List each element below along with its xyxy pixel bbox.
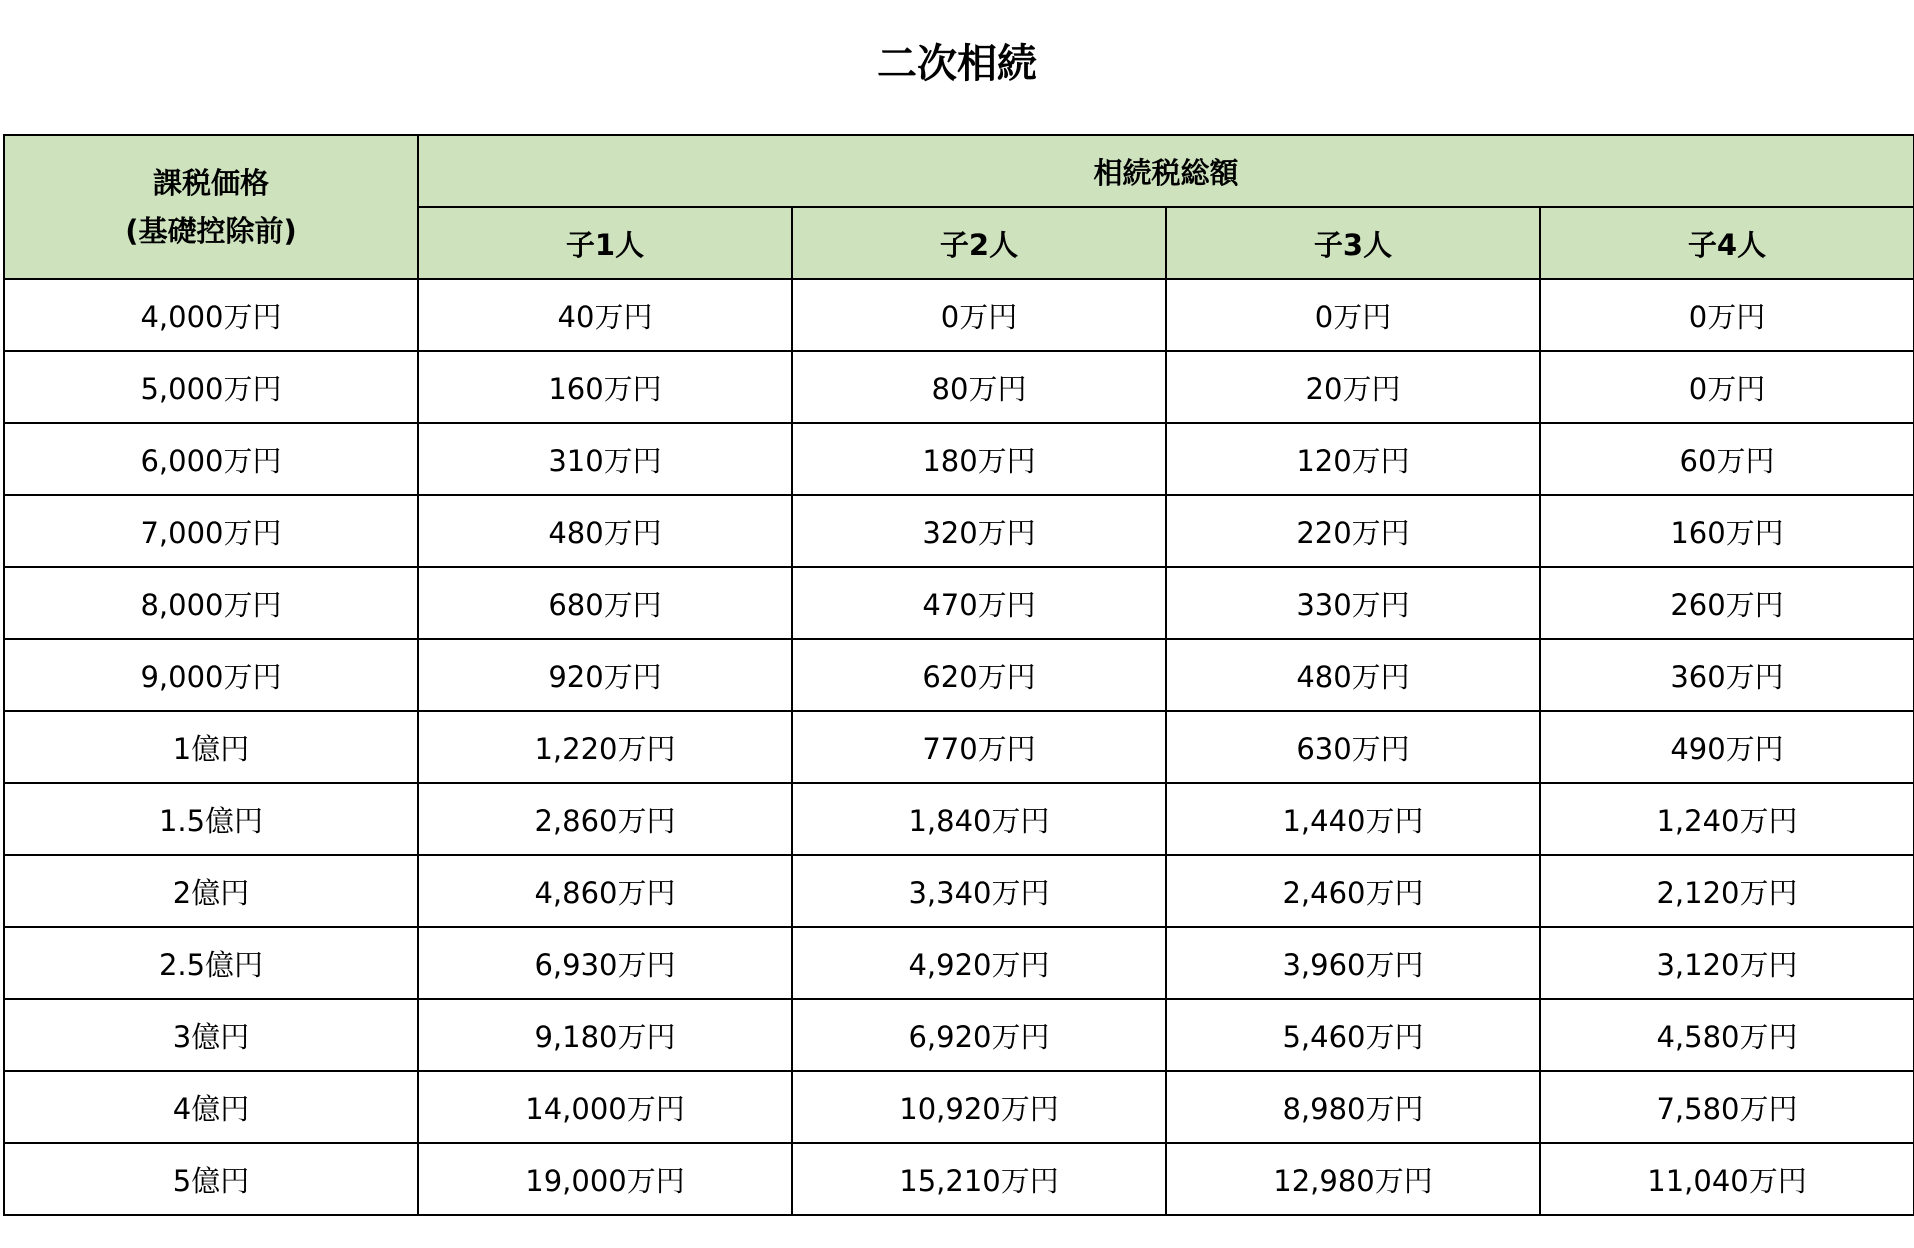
- tax-amount-cell: 1,220万円: [418, 711, 792, 783]
- header-taxable-price-line2: (基礎控除前): [125, 214, 297, 248]
- tax-amount-cell: 7,580万円: [1540, 1071, 1914, 1143]
- taxable-price-cell: 5,000万円: [4, 351, 418, 423]
- tax-amount-cell: 12,980万円: [1166, 1143, 1540, 1215]
- tax-amount-cell: 6,930万円: [418, 927, 792, 999]
- taxable-price-cell: 7,000万円: [4, 495, 418, 567]
- tax-amount-cell: 0万円: [792, 279, 1166, 351]
- tax-amount-cell: 80万円: [792, 351, 1166, 423]
- table-row: [4, 351, 1914, 423]
- tax-amount-cell: 2,120万円: [1540, 855, 1914, 927]
- tax-amount-cell: 160万円: [1540, 495, 1914, 567]
- tax-amount-cell: 2,460万円: [1166, 855, 1540, 927]
- tax-amount-cell: 19,000万円: [418, 1143, 792, 1215]
- tax-amount-cell: 0万円: [1166, 279, 1540, 351]
- taxable-price-cell: 5億円: [4, 1143, 418, 1215]
- tax-amount-cell: 630万円: [1166, 711, 1540, 783]
- tax-amount-cell: 490万円: [1540, 711, 1914, 783]
- tax-amount-cell: 1,240万円: [1540, 783, 1914, 855]
- table-row: [4, 639, 1914, 711]
- tax-amount-cell: 220万円: [1166, 495, 1540, 567]
- tax-amount-cell: 180万円: [792, 423, 1166, 495]
- tax-amount-cell: 330万円: [1166, 567, 1540, 639]
- taxable-price-cell: 9,000万円: [4, 639, 418, 711]
- tax-amount-cell: 0万円: [1540, 351, 1914, 423]
- tax-amount-cell: 310万円: [418, 423, 792, 495]
- tax-amount-cell: 470万円: [792, 567, 1166, 639]
- taxable-price-cell: 1億円: [4, 711, 418, 783]
- tax-amount-cell: 8,980万円: [1166, 1071, 1540, 1143]
- taxable-price-cell: 2.5億円: [4, 927, 418, 999]
- table-row: [4, 855, 1914, 927]
- tax-amount-cell: 6,920万円: [792, 999, 1166, 1071]
- table-body: [4, 279, 1914, 1215]
- table-row: [4, 783, 1914, 855]
- tax-amount-cell: 60万円: [1540, 423, 1914, 495]
- table-row: [4, 999, 1914, 1071]
- table-row: [4, 1071, 1914, 1143]
- table-row: [4, 567, 1914, 639]
- header-child-4: 子4人: [1540, 207, 1914, 279]
- tax-amount-cell: 2,860万円: [418, 783, 792, 855]
- table-row: [4, 711, 1914, 783]
- header-taxable-price-line1: 課税価格: [152, 166, 269, 200]
- table-row: [4, 279, 1914, 351]
- tax-amount-cell: 4,860万円: [418, 855, 792, 927]
- tax-amount-cell: 680万円: [418, 567, 792, 639]
- tax-amount-cell: 480万円: [418, 495, 792, 567]
- page-title: 二次相続: [877, 41, 1037, 87]
- table-row: [4, 423, 1914, 495]
- tax-amount-cell: 3,120万円: [1540, 927, 1914, 999]
- tax-amount-cell: 20万円: [1166, 351, 1540, 423]
- tax-amount-cell: 770万円: [792, 711, 1166, 783]
- header-taxable-price: [4, 135, 418, 279]
- tax-amount-cell: 10,920万円: [792, 1071, 1166, 1143]
- taxable-price-cell: 4億円: [4, 1071, 418, 1143]
- tax-amount-cell: 4,580万円: [1540, 999, 1914, 1071]
- table-row: [4, 495, 1914, 567]
- taxable-price-cell: 4,000万円: [4, 279, 418, 351]
- tax-amount-cell: 11,040万円: [1540, 1143, 1914, 1215]
- tax-amount-cell: 920万円: [418, 639, 792, 711]
- tax-amount-cell: 320万円: [792, 495, 1166, 567]
- tax-amount-cell: 3,340万円: [792, 855, 1166, 927]
- tax-amount-cell: 15,210万円: [792, 1143, 1166, 1215]
- tax-amount-cell: 0万円: [1540, 279, 1914, 351]
- header-child-2: 子2人: [792, 207, 1166, 279]
- tax-amount-cell: 14,000万円: [418, 1071, 792, 1143]
- taxable-price-cell: 1.5億円: [4, 783, 418, 855]
- taxable-price-cell: 3億円: [4, 999, 418, 1071]
- tax-amount-cell: 360万円: [1540, 639, 1914, 711]
- header-child-1: 子1人: [418, 207, 792, 279]
- taxable-price-cell: 6,000万円: [4, 423, 418, 495]
- taxable-price-cell: 2億円: [4, 855, 418, 927]
- taxable-price-cell: 8,000万円: [4, 567, 418, 639]
- header-total-tax: 相続税総額: [418, 135, 1914, 207]
- header-row-top: [4, 135, 1914, 207]
- tax-amount-cell: 5,460万円: [1166, 999, 1540, 1071]
- table-row: [4, 927, 1914, 999]
- tax-amount-cell: 480万円: [1166, 639, 1540, 711]
- inheritance-tax-table: [3, 134, 1914, 1216]
- tax-amount-cell: 620万円: [792, 639, 1166, 711]
- tax-amount-cell: 4,920万円: [792, 927, 1166, 999]
- tax-amount-cell: 1,440万円: [1166, 783, 1540, 855]
- tax-amount-cell: 260万円: [1540, 567, 1914, 639]
- tax-amount-cell: 3,960万円: [1166, 927, 1540, 999]
- tax-amount-cell: 160万円: [418, 351, 792, 423]
- tax-amount-cell: 1,840万円: [792, 783, 1166, 855]
- tax-amount-cell: 9,180万円: [418, 999, 792, 1071]
- tax-amount-cell: 40万円: [418, 279, 792, 351]
- header-child-3: 子3人: [1166, 207, 1540, 279]
- table-row: [4, 1143, 1914, 1215]
- tax-amount-cell: 120万円: [1166, 423, 1540, 495]
